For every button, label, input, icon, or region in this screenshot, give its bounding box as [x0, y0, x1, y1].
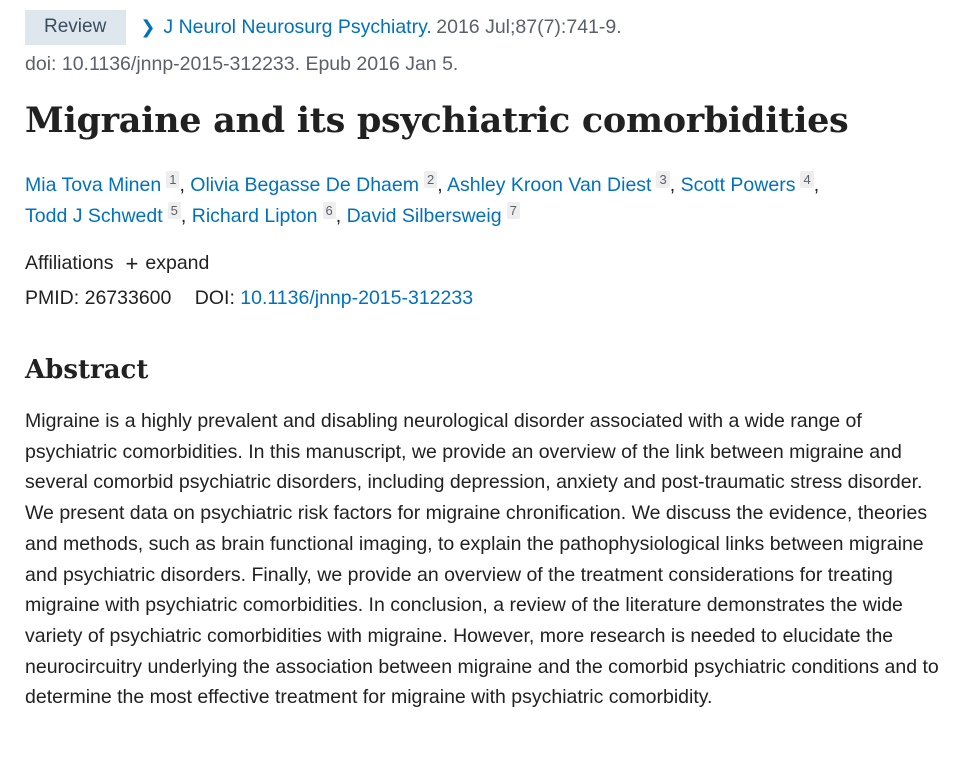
author-link[interactable]: Mia Tova Minen — [25, 174, 162, 196]
affiliation-ref[interactable]: 5 — [168, 202, 181, 219]
citation-info: 2016 Jul;87(7):741-9. — [436, 15, 622, 38]
citation-line — [25, 10, 622, 44]
abstract-text: Migraine is a highly prevalent and disabling neurological disorder associated with a wide range of psychiatric comorbidities. In this manuscript, we provide an overview of the link between migraine and several comorbid psychiatric disorders, including depression, anxiety and post-traumatic stress disorder. We present data on psychiatric risk factors for migraine chronification. We discuss the evidence, theories and methods, such as brain functional imaging, to explain the pathophysiological links between migraine and psychiatric disorders. Finally, we provide an overview of the treatment considerations for treating migraine with psychiatric comorbidities. In conclusion, a review of the literature demonstrates the wide variety of psychiatric comorbidities with migraine. However, more research is needed to elucidate the neurocircuitry underlying the association between migraine and the comorbid psychiatric conditions and to determine the most effective treatment for migraine with psychiatric comorbidity. — [25, 410, 939, 709]
affiliation-ref[interactable]: 1 — [166, 171, 179, 188]
doi-epub-line: doi: 10.1136/jnnp-2015-312233. Epub 2016 Jan 5. — [25, 53, 459, 75]
doi-link[interactable]: 10.1136/jnnp-2015-312233 — [240, 287, 474, 309]
affiliations-row — [25, 252, 209, 275]
pmid-label: PMID: — [25, 287, 80, 309]
article-title: Migraine and its psychiatric comorbidities — [25, 100, 849, 141]
affiliation-ref[interactable]: 7 — [507, 202, 520, 219]
abstract-heading: Abstract — [25, 355, 149, 385]
author-list — [25, 170, 925, 232]
journal-link[interactable]: J Neurol Neurosurg Psychiatry. — [163, 15, 432, 38]
affiliation-ref[interactable]: 3 — [656, 171, 669, 188]
affiliation-ref[interactable]: 2 — [424, 171, 437, 188]
author-link[interactable]: Todd J Schwedt — [25, 205, 163, 227]
identifiers-row — [25, 287, 473, 310]
expand-affiliations-button[interactable] — [126, 252, 210, 275]
doi-label: DOI: — [194, 287, 235, 309]
affiliation-ref[interactable]: 6 — [323, 202, 336, 219]
pmid-value: 26733600 — [84, 287, 172, 309]
author-link[interactable]: Ashley Kroon Van Diest — [446, 174, 652, 196]
author-link[interactable]: David Silbersweig — [346, 205, 502, 227]
chevron-right-icon[interactable]: ❯ — [140, 16, 156, 37]
author-link[interactable]: Olivia Begasse De Dhaem — [190, 174, 419, 196]
author-link[interactable]: Scott Powers — [680, 174, 796, 196]
affiliations-label: Affiliations — [25, 252, 114, 274]
author-link[interactable]: Richard Lipton — [191, 205, 318, 227]
plus-icon: + — [125, 250, 139, 276]
affiliation-ref[interactable]: 4 — [800, 171, 813, 188]
author-line-1: Mia Tova Minen 1 , Olivia Begasse De Dhaem 2 , Ashley Kroon Van Diest 3 , Scott Powers 4 , — [25, 172, 820, 196]
review-badge: Review — [25, 10, 126, 45]
author-line-2: Todd J Schwedt 5 , Richard Lipton 6 , David Silbersweig 7 — [25, 201, 925, 232]
expand-label: expand — [145, 252, 210, 274]
